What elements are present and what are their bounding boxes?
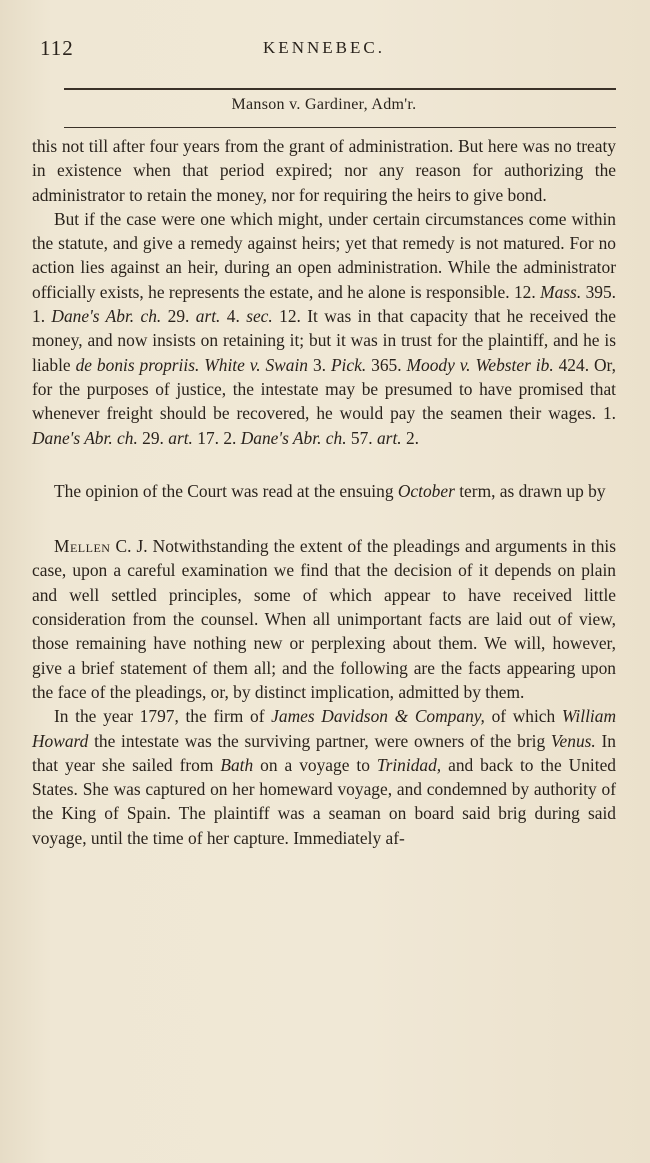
paragraph-argument: But if the case were one which might, under certain circumstances come within the statute, and give a remedy against heirs; yet that remedy is not matured. For no action lies against an heir, during an open administration. While the administrator officially exists, he represents the estate, and he alone is responsible. 12. Mass. 395. 1. Dane's Abr. ch. 29. art. 4. sec. 12. It was in that capacity that he received the money, and now insists on retaining it; but it was in trust for the plaintiff, and he is liable de bonis propriis. White v. Swain 3. Pick. 365. Moody v. Webster ib. 424. Or, for the purposes of justice, the intestate may be presumed to have promised that whenever freight should be recovered, he would pay the seamen their wages. 1. Dane's Abr. ch. 29. art. 17. 2. Dane's Abr. ch. 57. art. 2. — [32, 208, 616, 448]
citation-italic: Dane's Abr. ch. — [240, 427, 347, 448]
citation-italic: Pick. — [330, 354, 367, 375]
citation-italic: sec. — [246, 306, 273, 327]
paragraph-continuation: this not till after four years from the grant of administration. But here was no treaty in existence when that period expired; nor any reason for authorizing the administrator to retain the money, nor for requiring the heirs to give bond. — [32, 136, 616, 205]
header-rule-top — [64, 88, 616, 90]
term-month: October — [397, 480, 455, 501]
judge-name: Mellen — [54, 536, 111, 557]
citation-italic: de bonis propriis. White v. Swain — [75, 354, 308, 375]
citation-italic: Mass. — [540, 281, 582, 302]
firm-name: James Davidson & Company, — [271, 706, 485, 727]
running-title: KENNEBEC. — [263, 38, 385, 57]
citation-italic: art. — [168, 427, 193, 448]
running-head — [32, 36, 616, 60]
citation-italic: Moody v. Webster ib. — [406, 354, 554, 375]
body-text — [32, 134, 616, 850]
paragraph-facts: In the year 1797, the firm of James Davidson & Company, of which William Howard the intestate was the surviving partner, were owners of the brig Venus. In that year she sailed from Bath on a voyage to Trinidad, and back to the United States. She was captured on her homeward voyage, and condemned by authority of the King of Spain. The plaintiff was a seaman on board said brig during said voyage, until the time of her capture. Immediately af- — [32, 706, 617, 848]
paragraph-opinion: Mellen C. J. Notwithstanding the extent of the pleadings and arguments in this case, upon a careful examination we find that the decision of it depends on plain and well settled principles, some of which appear to have received little consideration from the counsel. When all unimportant facts are laid out of view, those remaining have nothing new or perplexing about them. We will, however, give a brief statement of them all; and the following are the facts appearing upon the face of the pleadings, or, by distinct implication, admitted by them. — [32, 536, 616, 702]
header-rule-bottom — [64, 127, 616, 128]
case-title: Manson v. Gardiner, Adm'r. — [231, 96, 417, 113]
person-name: William Howard — [32, 706, 617, 751]
page-number: 112 — [40, 36, 74, 60]
paragraph-opinion-intro: The opinion of the Court was read at the ensuing October term, as drawn up by — [54, 480, 606, 501]
place-name: Bath — [220, 754, 254, 775]
place-name: Trinidad, — [376, 754, 442, 775]
citation-italic: Dane's Abr. ch. — [32, 427, 138, 448]
citation-italic: Dane's Abr. ch. — [51, 306, 162, 327]
ship-name: Venus. — [550, 730, 596, 751]
citation-italic: art. — [376, 427, 402, 448]
citation-italic: art. — [195, 306, 221, 327]
